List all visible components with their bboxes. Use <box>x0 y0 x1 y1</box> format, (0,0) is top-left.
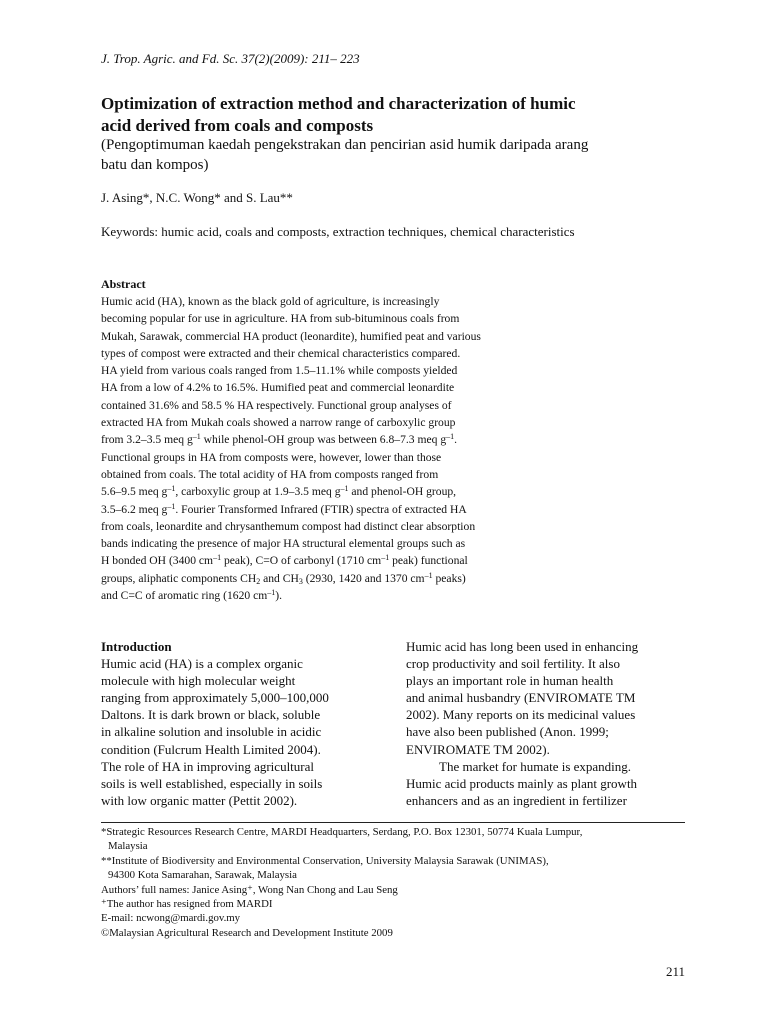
abstract-text: 3.5–6.2 meq g <box>101 502 168 516</box>
abstract-text: . <box>454 433 458 447</box>
abstract-line: obtained from coals. The total acidity of HA from composts ranged from <box>101 467 439 481</box>
body-line: Humic acid has long been used in enhancing <box>406 639 639 654</box>
body-line: Daltons. It is dark brown or black, soluble <box>101 707 321 723</box>
superscript: –1 <box>381 553 390 563</box>
abstract-line: HA yield from various coals ranged from 1.5–11.1% while composts yielded <box>101 364 458 378</box>
paper-subtitle <box>101 135 691 175</box>
body-line: and animal husbandry (ENVIROMATE TM <box>406 690 636 706</box>
abstract-line: bands indicating the presence of major HA structural elemental groups such as <box>101 537 466 551</box>
abstract-text: peaks) <box>432 571 466 585</box>
body-line: The market for humate is expanding. <box>439 758 632 774</box>
abstract-text: . Fourier Transformed Infrared (FTIR) spectra of extracted HA <box>175 502 467 516</box>
abstract-line: Functional groups in HA from composts were, however, lower than those <box>101 450 442 464</box>
superscript: –1 <box>340 484 349 494</box>
superscript: –1 <box>267 588 276 598</box>
abstract-line <box>101 570 481 587</box>
body-line: condition (Fulcrum Health Limited 2004). <box>101 741 321 757</box>
body-line: plays an important role in human health <box>406 673 614 689</box>
footnote-email: E-mail: ncwong@mardi.gov.my <box>101 912 241 925</box>
footnote-line: **Institute of Biodiversity and Environmental Conservation, University Malaysia Sarawak (UNIMAS), <box>101 854 549 867</box>
keywords: Keywords: humic acid, coals and composts, extraction techniques, chemical characteristics <box>101 224 575 239</box>
abstract-line <box>101 501 481 518</box>
body-line: have also been published (Anon. 1999; <box>406 724 609 740</box>
abstract-text: and phenol-OH group, <box>348 485 457 499</box>
abstract-text: H bonded OH (3400 cm <box>101 554 214 568</box>
body-line: soils is well established, especially in soils <box>101 775 323 791</box>
abstract-text: from 3.2–3.5 meq g <box>101 433 193 447</box>
author-list: J. Asing*, N.C. Wong* and S. Lau** <box>101 190 293 205</box>
abstract-text: peak), C=O of carbonyl (1710 cm <box>221 554 382 568</box>
abstract-body <box>101 293 481 604</box>
superscript: –1 <box>213 553 222 563</box>
abstract-heading: Abstract <box>101 277 146 291</box>
superscript: –1 <box>167 484 176 494</box>
body-line: molecule with high molecular weight <box>101 673 296 689</box>
body-line: 2002). Many reports on its medicinal values <box>406 707 636 723</box>
footnotes <box>101 825 582 940</box>
abstract-text: 5.6–9.5 meq g <box>101 485 168 499</box>
abstract-text: peak) functional <box>389 554 468 568</box>
journal-reference: J. Trop. Agric. and Fd. Sc. 37(2)(2009): 211– 223 <box>101 51 360 66</box>
abstract-line: Mukah, Sarawak, commercial HA product (leonardite), humified peat and various <box>101 329 481 343</box>
title-line: Optimization of extraction method and characterization of humic <box>101 94 576 113</box>
superscript: –1 <box>192 432 201 442</box>
footnote-line: *Strategic Resources Research Centre, MARDI Headquarters, Serdang, P.O. Box 12301, 50774 Kuala Lumpur, <box>101 826 583 838</box>
superscript: –1 <box>424 570 433 580</box>
footnote-divider <box>101 822 685 823</box>
paper-title <box>101 93 691 137</box>
introduction-left-column <box>101 638 381 809</box>
abstract-line <box>101 431 481 448</box>
footnote-line: ©Malaysian Agricultural Research and Development Institute 2009 <box>101 926 393 939</box>
abstract-text: , carboxylic group at 1.9–3.5 meq g <box>175 485 341 499</box>
abstract-text: ). <box>275 589 283 603</box>
abstract-line: HA from a low of 4.2% to 16.5%. Humified peat and commercial leonardite <box>101 381 455 395</box>
footnote-line: 94300 Kota Samarahan, Sarawak, Malaysia <box>108 869 297 882</box>
body-line: ENVIROMATE TM 2002). <box>406 741 550 757</box>
abstract-line <box>101 587 481 604</box>
subtitle-line: batu dan kompos) <box>101 157 209 173</box>
footnote-line: Authors’ full names: Janice Asing⁺, Wong Nan Chong and Lau Seng <box>101 883 398 896</box>
superscript: –1 <box>446 432 455 442</box>
abstract-text: groups, aliphatic components CH <box>101 571 257 585</box>
footnote-line: ⁺The author has resigned from MARDI <box>101 898 273 911</box>
abstract-line: contained 31.6% and 58.5 % HA respectively. Functional group analyses of <box>101 398 452 412</box>
subtitle-line: (Pengoptimuman kaedah pengekstrakan dan pencirian asid humik daripada arang <box>101 137 589 153</box>
abstract-line <box>101 483 481 500</box>
abstract-line: Humic acid (HA), known as the black gold of agriculture, is increasingly <box>101 295 440 308</box>
footnote-line: Malaysia <box>108 840 148 853</box>
abstract-line: extracted HA from Mukah coals showed a narrow range of carboxylic group <box>101 416 456 430</box>
introduction-heading: Introduction <box>101 639 172 654</box>
body-line: enhancers and as an ingredient in fertilizer <box>406 792 627 808</box>
body-line: Humic acid (HA) is a complex organic <box>101 656 303 672</box>
body-line: Humic acid products mainly as plant growth <box>406 775 638 791</box>
subscript: 2 <box>256 576 261 586</box>
body-line: with low organic matter (Pettit 2002). <box>101 792 298 808</box>
abstract-text: and C=C of aromatic ring (1620 cm <box>101 589 268 603</box>
page-number: 211 <box>665 964 685 979</box>
superscript: –1 <box>167 501 176 511</box>
title-line: acid derived from coals and composts <box>101 116 374 135</box>
body-line: The role of HA in improving agricultural <box>101 758 315 774</box>
abstract-text: and CH <box>260 571 299 585</box>
abstract-line: types of compost were extracted and their chemical characteristics compared. <box>101 346 461 360</box>
introduction-right-column <box>406 638 696 809</box>
body-line: crop productivity and soil fertility. It also <box>406 656 620 672</box>
abstract-line: becoming popular for use in agriculture. HA from sub-bituminous coals from <box>101 312 460 326</box>
abstract-text: while phenol-OH group was between 6.8–7.3 meq g <box>200 433 447 447</box>
abstract-line <box>101 552 481 569</box>
body-line: in alkaline solution and insoluble in acidic <box>101 724 322 740</box>
abstract-line: from coals, leonardite and chrysanthemum compost had distinct clear absorption <box>101 519 476 533</box>
abstract-text: (2930, 1420 and 1370 cm <box>302 571 425 585</box>
body-line: ranging from approximately 5,000–100,000 <box>101 690 329 706</box>
subscript: 3 <box>298 576 303 586</box>
